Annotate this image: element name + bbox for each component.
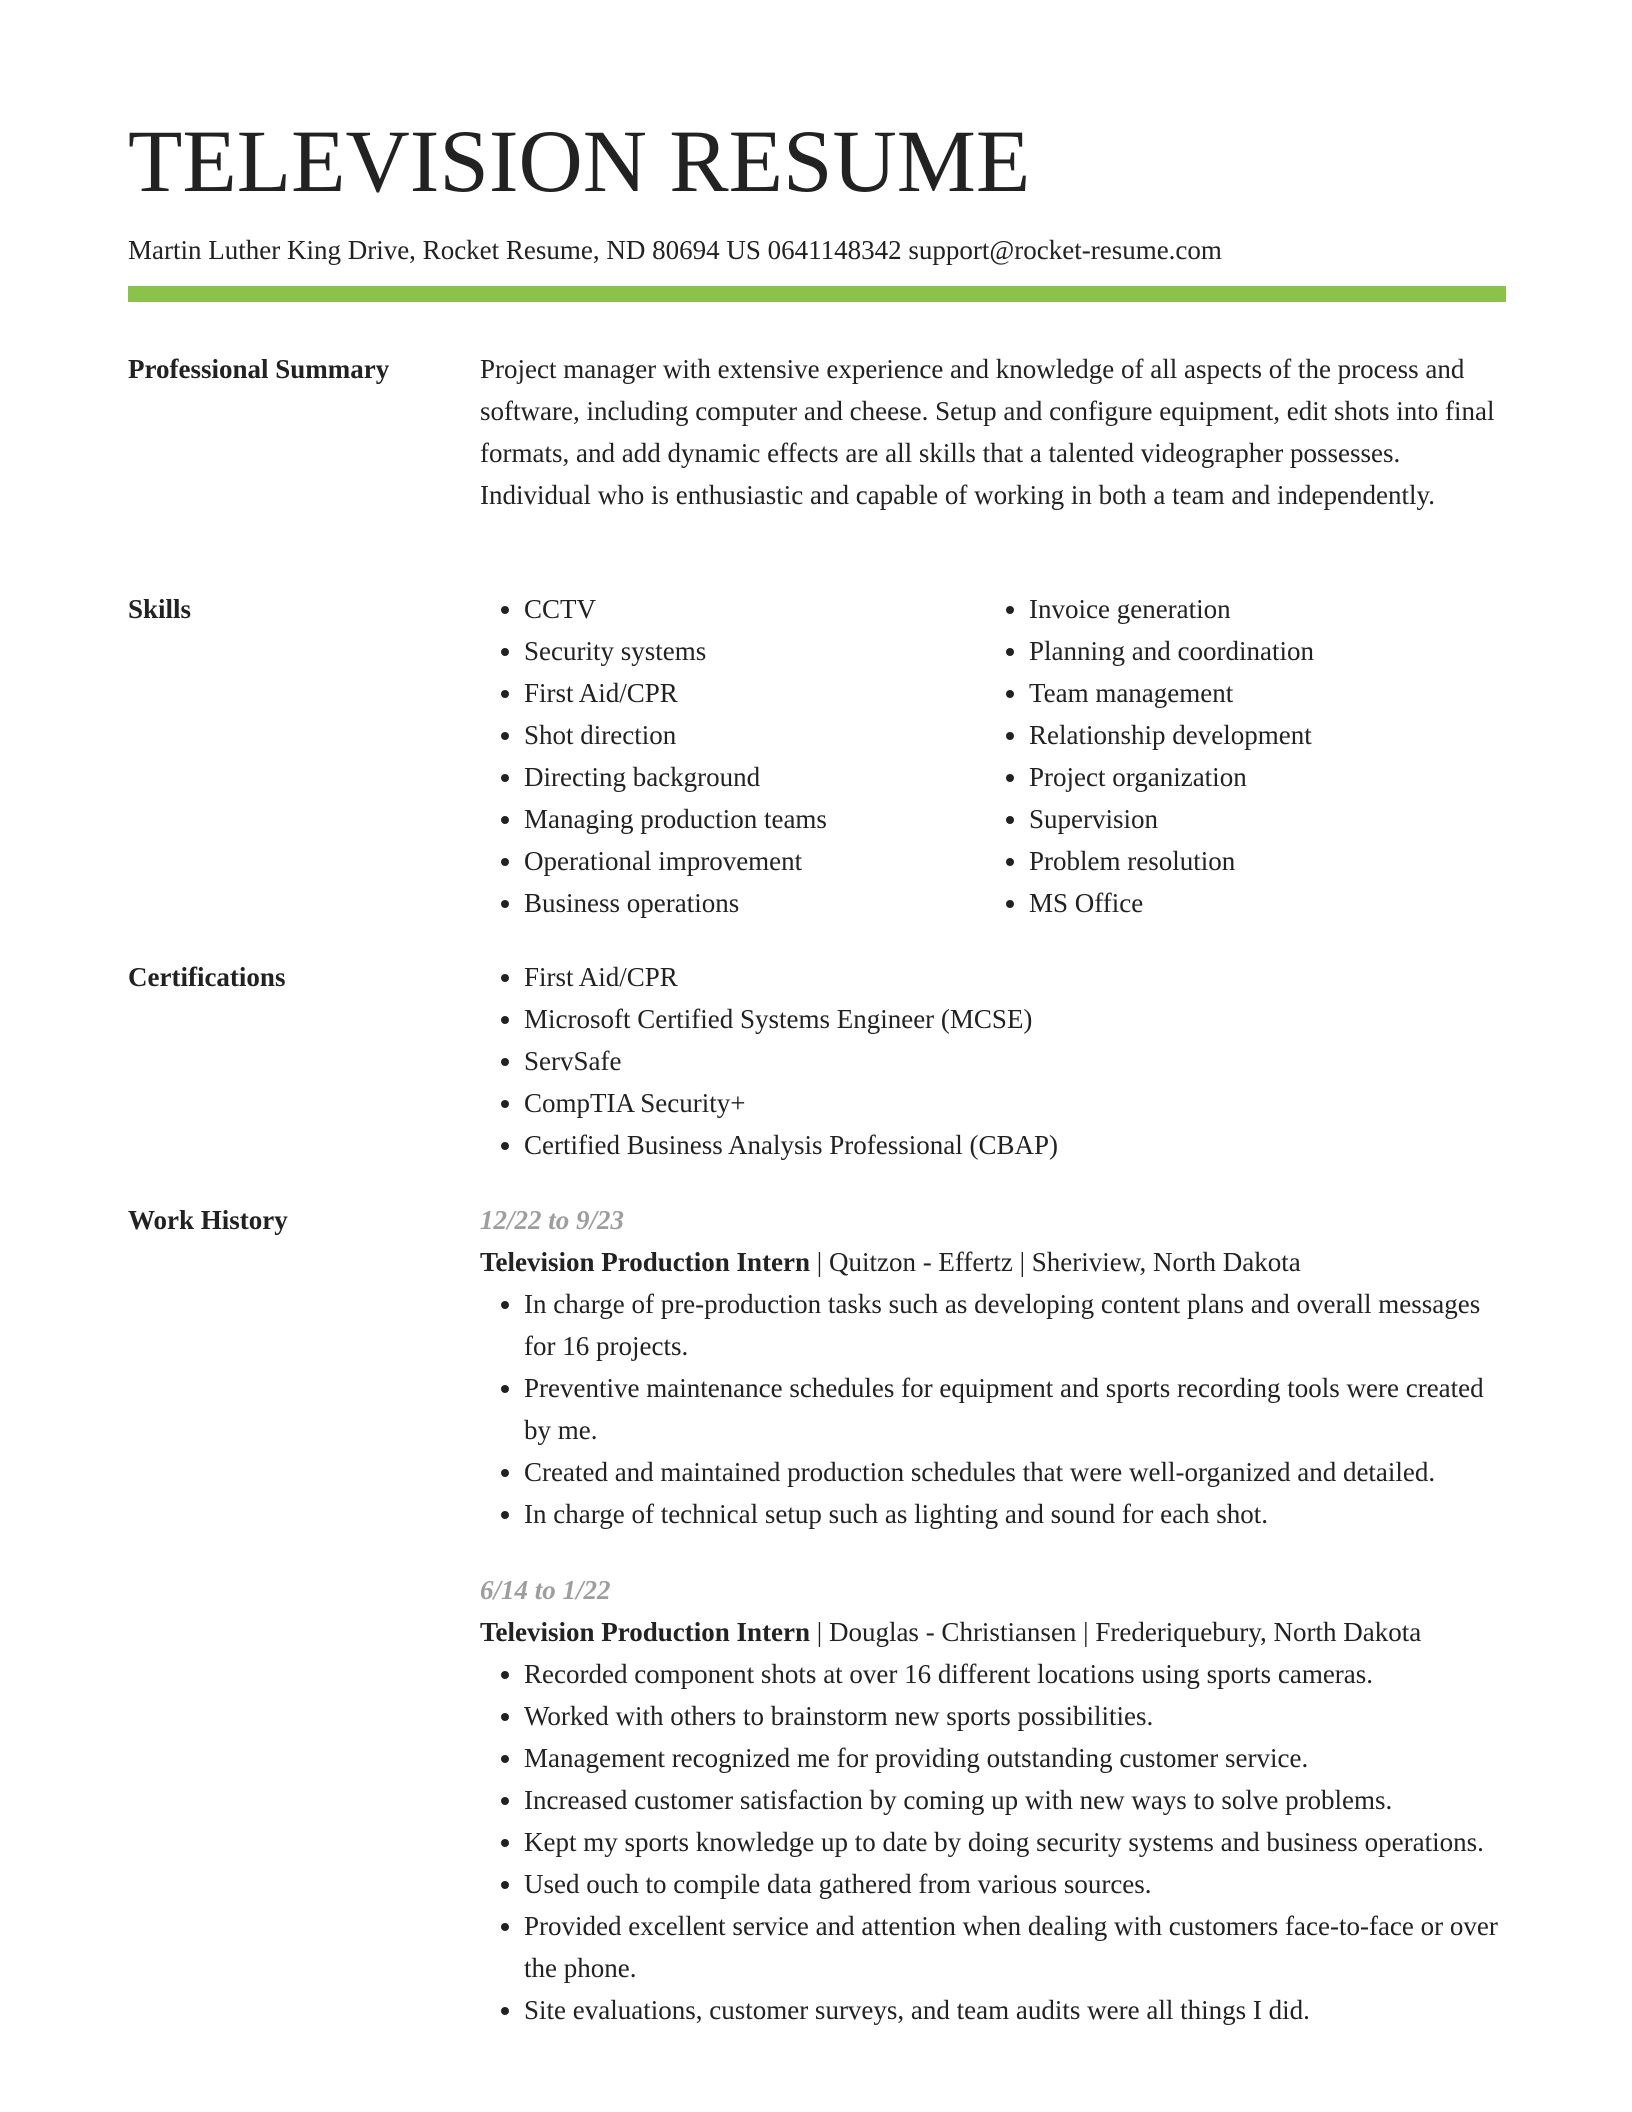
job-details: | Douglas - Christiansen | Frederiquebury, North Dakota — [810, 1617, 1422, 1647]
skill-item: • Relationship development — [1029, 714, 1490, 756]
job-bullet: • Created and maintained production schedules that were well-organized and detailed. — [524, 1451, 1506, 1493]
skill-item: • Project organization — [1029, 756, 1490, 798]
job-details: | Quitzon - Effertz | Sheriview, North Dakota — [810, 1247, 1301, 1277]
summary-text: Project manager with extensive experience and knowledge of all aspects of the process and software, including computer and cheese. Setup and configure equipment, edit shots into final formats, and add dynamic effects are all skills that a talented videographer possesses. Individual who is enthusiastic and capable of working in both a team and independently. — [480, 354, 1495, 510]
job-bullet: • Management recognized me for providing outstanding customer service. — [524, 1737, 1506, 1779]
summary-body — [480, 348, 1506, 516]
certification-item: • ServSafe — [524, 1040, 1506, 1082]
certifications-heading: Certifications — [128, 962, 286, 992]
work-history-heading: Work History — [128, 1205, 288, 1235]
certification-item: • Microsoft Certified Systems Engineer (MCSE) — [524, 998, 1506, 1040]
skills-heading: Skills — [128, 594, 192, 624]
skill-item: • Invoice generation — [1029, 588, 1490, 630]
job-bullet: • Kept my sports knowledge up to date by doing security systems and business operations. — [524, 1821, 1506, 1863]
skills-column-right — [985, 588, 1490, 924]
job-heading — [480, 1611, 1506, 1653]
certification-item: • Certified Business Analysis Professional (CBAP) — [524, 1124, 1506, 1166]
job-bullets — [480, 1653, 1506, 2031]
job-bullet: • Preventive maintenance schedules for equipment and sports recording tools were created by me. — [524, 1367, 1506, 1451]
skill-item: • Problem resolution — [1029, 840, 1490, 882]
skill-item: • Supervision — [1029, 798, 1490, 840]
skill-item: • Managing production teams — [524, 798, 985, 840]
certification-item: • CompTIA Security+ — [524, 1082, 1506, 1124]
certifications-list — [480, 956, 1506, 1166]
work-history-body — [480, 1199, 1506, 2031]
job-dates: 12/22 to 9/23 — [480, 1205, 625, 1235]
skill-item: • Team management — [1029, 672, 1490, 714]
skill-item: • Shot direction — [524, 714, 985, 756]
skill-item: • MS Office — [1029, 882, 1490, 924]
job-entry — [480, 1199, 1506, 1535]
certification-item: • First Aid/CPR — [524, 956, 1506, 998]
skills-list-right — [985, 588, 1490, 924]
job-bullet: • Used ouch to compile data gathered from various sources. — [524, 1863, 1506, 1905]
skill-item: • Business operations — [524, 882, 985, 924]
job-dates: 6/14 to 1/22 — [480, 1575, 611, 1605]
job-bullet: • Increased customer satisfaction by coming up with new ways to solve problems. — [524, 1779, 1506, 1821]
skill-item: • Operational improvement — [524, 840, 985, 882]
job-entry — [480, 1569, 1506, 2031]
job-title: Television Production Intern — [480, 1247, 811, 1277]
job-bullet: • Provided excellent service and attention when dealing with customers face-to-face or over the phone. — [524, 1905, 1506, 1989]
job-bullet: • Site evaluations, customer surveys, and team audits were all things I did. — [524, 1989, 1506, 2031]
accent-divider — [128, 286, 1506, 302]
job-title: Television Production Intern — [480, 1617, 811, 1647]
skill-item: • Planning and coordination — [1029, 630, 1490, 672]
skill-item: • First Aid/CPR — [524, 672, 985, 714]
job-bullet: • In charge of technical setup such as lighting and sound for each shot. — [524, 1493, 1506, 1535]
summary-heading: Professional Summary — [128, 354, 390, 384]
skills-list-left — [480, 588, 985, 924]
skill-item: • Directing background — [524, 756, 985, 798]
contact-line: Martin Luther King Drive, Rocket Resume, ND 80694 US 0641148342 support@rocket-resume.com — [128, 235, 1222, 265]
job-bullet: • Recorded component shots at over 16 different locations using sports cameras. — [524, 1653, 1506, 1695]
job-bullets — [480, 1283, 1506, 1535]
job-heading — [480, 1241, 1506, 1283]
skills-body — [480, 588, 1506, 924]
skills-column-left — [480, 588, 985, 924]
skills-columns — [480, 588, 1506, 924]
skill-item: • Security systems — [524, 630, 985, 672]
skill-item: • CCTV — [524, 588, 985, 630]
job-bullet: • In charge of pre-production tasks such as developing content plans and overall messages for 16 projects. — [524, 1283, 1506, 1367]
job-bullet: • Worked with others to brainstorm new sports possibilities. — [524, 1695, 1506, 1737]
certifications-body — [480, 956, 1506, 1166]
resume-title: TELEVISION RESUME — [128, 113, 1031, 211]
